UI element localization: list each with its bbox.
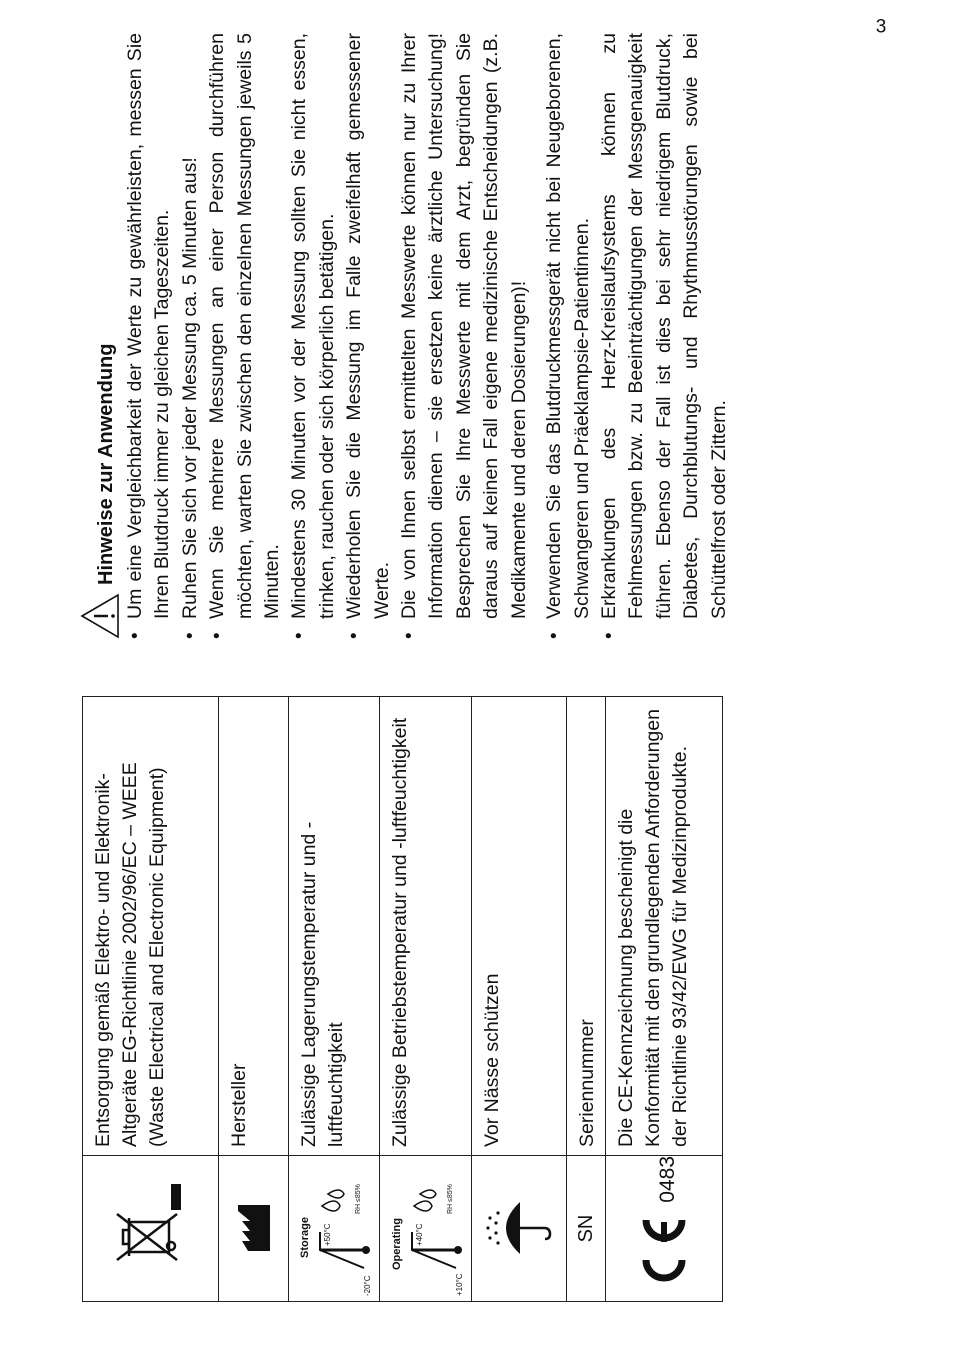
storage-temp-high: +50°C [323,1223,332,1247]
storage-temperature-humidity-icon [294,1159,374,1299]
notes-header [76,33,120,639]
notes-title: Hinweise zur Anwendung [95,343,117,585]
warning-triangle-icon [80,593,120,639]
umbrella-rain-icon [484,1199,554,1259]
symbol-description: Hersteller [219,697,289,1156]
symbol-cell [380,1156,472,1302]
notes-list [122,33,733,639]
ce-mark-icon [640,1214,688,1292]
table-row [289,697,380,1302]
notified-body-number: 0483 [656,1156,679,1203]
table-row [83,697,219,1302]
list-item: • Um eine Vergleichbarkeit der Werte zu gewährleisten, messen Sie Ihren Blutdruck immer zu gleichen Tageszeiten. [122,33,177,639]
list-item: • Wenn Sie mehrere Messungen an einer Person durchführen möchten, warten Sie zwischen den einzelnen Messungen jeweils 5 Minuten. [204,33,286,639]
manufacturer-icon [238,1206,270,1252]
symbol-description: Die CE-Kennzeichnung bescheinigt die Konformität mit den grundlegenden Anforderungen der Richtlinie 93/42/EWG für Medizinprodukte. [606,697,723,1156]
list-item: • Verwenden Sie das Blutdruckmessgerät nicht bei Neugeborenen, Schwangeren und Präeklampsie-Patientinnen. [541,33,596,639]
table-row [567,697,606,1302]
serial-number-symbol: SN [574,1214,597,1243]
list-item: • Mindestens 30 Minuten vor der Messung sollten Sie nicht essen, trinken, rauchen oder sich körperlich betätigen. [286,33,341,639]
list-item: • Wiederholen Sie die Messung im Falle zweifelhaft gemessener Werte. [341,33,396,639]
symbol-cell [289,1156,380,1302]
symbol-cell [472,1156,567,1302]
table-row [472,697,567,1302]
list-item: • Erkrankungen des Herz-Kreislaufsystems können zu Fehlmessungen bzw. zu Beeinträchtigungen der Messgenauigkeit führen. Ebenso der Fall ist dies bei sehr niedrigem Blutdruck, Diabetes, Durchblutungs- und Rhythmusstörungen sowie bei Schüttelfrost oder Zittern. [596,33,733,639]
symbol-cell [567,1156,606,1302]
table-row [606,697,723,1302]
symbol-description: Seriennummer [567,697,606,1156]
symbol-description: Entsorgung gemäß Elektro- und Elektronik-Altgeräte EG-Richtlinie 2002/96/EC – WEEE (Waste Electrical and Electronic Equipment) [83,697,219,1156]
symbol-description: Zulässige Betriebstemperatur und -luftfeuchtigkeit [380,697,472,1156]
symbol-description: Zulässige Lagerungstemperatur und -luftfeuchtigkeit [289,697,380,1156]
operating-temp-low: +10°C [454,1273,464,1297]
page-number: 3 [875,16,887,38]
symbol-description: Vor Nässe schützen [472,697,567,1156]
operating-temperature-humidity-icon [386,1159,466,1299]
table-row [380,697,472,1302]
table-row [219,697,289,1302]
usage-notes [76,33,733,639]
operating-temp-high: +40°C [414,1223,424,1247]
storage-temp-low: -20°C [363,1275,372,1297]
symbol-cell [606,1156,723,1302]
list-item: • Die von Ihnen selbst ermittelten Messwerte können nur zu Ihrer Information dienen – sie ersetzen keine ärztliche Untersuchung! Besprechen Sie Ihre Messwerte mit dem Arzt, begründen Sie daraus auf keinen Fall eigene medizinische Entscheidungen (z.B. Medikamente und deren Dosierungen)! [396,33,533,639]
storage-rh: RH ≤85% [355,1184,362,1215]
operating-label: Operating [390,1218,403,1271]
storage-label: Storage [299,1217,311,1259]
crossed-out-bin-icon [111,1183,191,1275]
symbol-cell [83,1156,219,1302]
symbol-cell [219,1156,289,1302]
symbol-table [82,696,723,1302]
operating-rh: RH ≤85% [446,1184,454,1215]
list-item: • Ruhen Sie sich vor jeder Messung ca. 5 Minuten aus! [177,33,204,639]
